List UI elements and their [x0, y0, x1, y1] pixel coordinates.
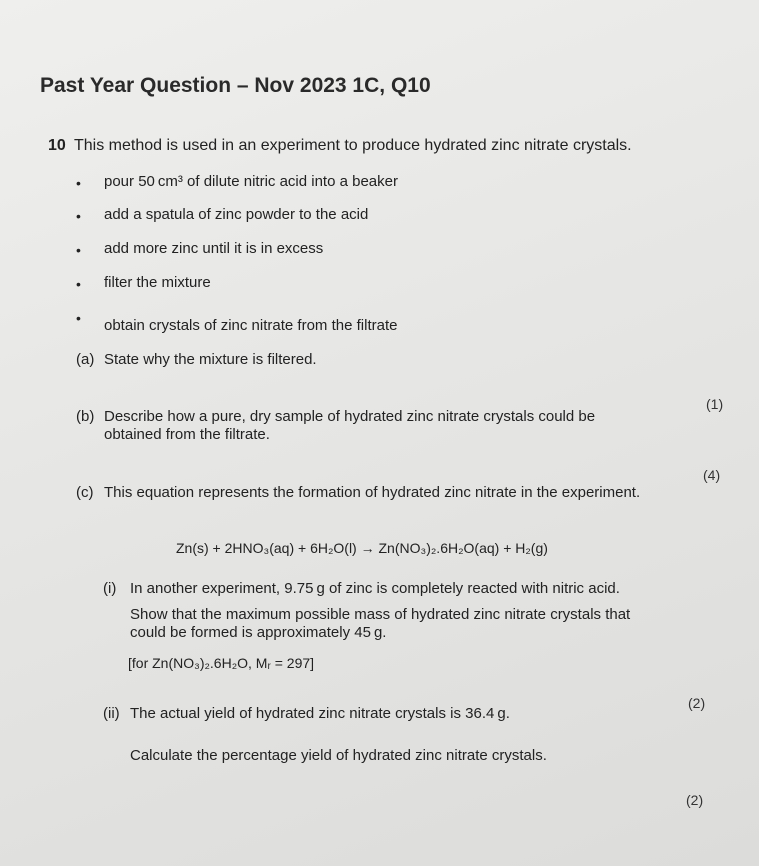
part-ci-text-line1: Show that the maximum possible mass of hydrated zinc nitrate crystals that [130, 606, 631, 623]
part-c-text: This equation represents the formation of hydrated zinc nitrate in the experiment. [104, 484, 641, 501]
method-step-5: obtain crystals of zinc nitrate from the filtrate [104, 317, 398, 334]
part-cii-label: (ii) [103, 705, 120, 722]
part-cii-text: The actual yield of hydrated zinc nitrate crystals is 36.4 g. [130, 705, 510, 722]
question-number: 10 [48, 137, 66, 154]
part-ci-given-data: [for Zn(NO₃)₂.6H₂O, Mᵣ = 297] [128, 655, 315, 671]
part-cii-marks: (2) [686, 792, 704, 808]
part-b-text-line1: Describe how a pure, dry sample of hydrated zinc nitrate crystals could be [104, 408, 596, 425]
bullet-marker: • [76, 242, 81, 258]
part-a-label: (a) [76, 351, 95, 368]
question-intro: This method is used in an experiment to produce hydrated zinc nitrate crystals. [74, 137, 632, 154]
bullet-marker: • [76, 208, 81, 224]
part-c-label: (c) [76, 484, 94, 501]
method-step-3: add more zinc until it is in excess [104, 240, 324, 257]
part-a-marks: (1) [706, 396, 724, 412]
part-ci-marks: (2) [688, 695, 706, 711]
bullet-marker: • [76, 276, 81, 292]
bullet-marker: • [76, 175, 81, 191]
bullet-marker: • [76, 310, 81, 326]
chemical-equation: Zn(s) + 2HNO₃(aq) + 6H₂O(l) → Zn(NO₃)₂.6H₂O(aq) + H₂(g) [176, 540, 548, 556]
part-ci-label: (i) [103, 580, 117, 597]
method-step-2: add a spatula of zinc powder to the acid [104, 206, 369, 223]
part-b-label: (b) [76, 408, 95, 425]
part-cii-text-line2: Calculate the percentage yield of hydrated zinc nitrate crystals. [130, 747, 547, 764]
method-step-4: filter the mixture [104, 274, 211, 291]
part-b-marks: (4) [703, 467, 721, 483]
part-ci-text-line2: could be formed is approximately 45 g. [130, 624, 387, 641]
page-title: Past Year Question – Nov 2023 1C, Q10 [40, 74, 431, 97]
part-b-text-line2: obtained from the filtrate. [104, 426, 270, 443]
part-ci-text: In another experiment, 9.75 g of zinc is completely reacted with nitric acid. [130, 580, 620, 597]
method-step-1: pour 50 cm³ of dilute nitric acid into a beaker [104, 173, 398, 190]
part-a-text: State why the mixture is filtered. [104, 351, 317, 368]
